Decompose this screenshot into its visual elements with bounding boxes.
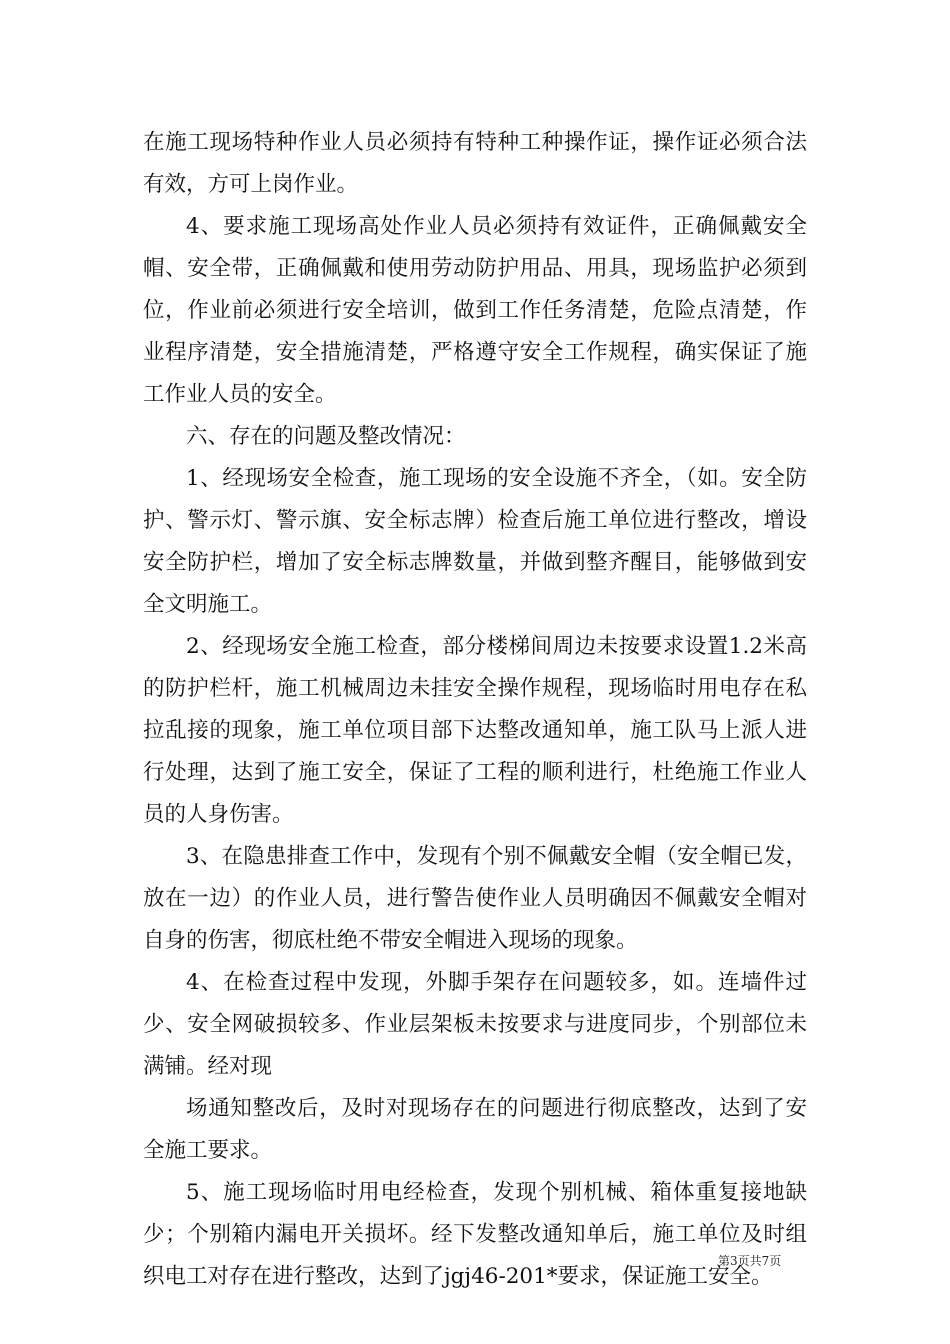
paragraph-8: 场通知整改后，及时对现场存在的问题进行彻底整改，达到了安全施工要求。 (143, 1096, 807, 1163)
paragraph-6: 3、在隐患排查工作中，发现有个别不佩戴安全帽（安全帽已发，放在一边）的作业人员，进行警告使作业人员明确因不佩戴安全帽对自身的伤害，彻底杜绝不带安全帽进入现场的现象。 (143, 844, 807, 953)
paragraph-5: 2、经现场安全施工检查，部分楼梯间周边未按要求设置1.2米高的防护栏杆，施工机械周边未挂安全操作规程，现场临时用电存在私拉乱接的现象，施工单位项目部下达整改通知单，施工队马上派人进行处理，达到了施工安全，保证了工程的顺利进行，杜绝施工作业人员的人身伤害。 (143, 634, 807, 827)
document-body (143, 122, 807, 1298)
paragraph-3: 六、存在的问题及整改情况： (186, 424, 466, 449)
paragraph-4: 1、经现场安全检查，施工现场的安全设施不齐全，（如。安全防护、警示灯、警示旗、安全标志牌）检查后施工单位进行整改，增设安全防护栏，增加了安全标志牌数量，并做到整齐醒目，能够做到安全文明施工。 (143, 466, 807, 617)
paragraph-9: 5、施工现场临时用电经检查，发现个别机械、箱体重复接地缺少；个别箱内漏电开关损坏。经下发整改通知单后，施工单位及时组织电工对存在进行整改，达到了jgj46-201*要求，保证施工安全。 (143, 1180, 807, 1289)
paragraph-2: 4、要求施工现场高处作业人员必须持有效证件，正确佩戴安全帽、安全带，正确佩戴和使用劳动防护用品、用具，现场监护必须到位，作业前必须进行安全培训，做到工作任务清楚，危险点清楚，作业程序清楚，安全措施清楚，严格遵守安全工作规程，确实保证了施工作业人员的安全。 (143, 214, 807, 407)
paragraph-1: 在施工现场特种作业人员必须持有特种工种操作证，操作证必须合法有效，方可上岗作业。 (143, 130, 807, 197)
paragraph-7: 4、在检查过程中发现，外脚手架存在问题较多，如。连墙件过少、安全网破损较多、作业层架板未按要求与进度同步，个别部位未满铺。经对现 (143, 970, 807, 1079)
page-number-footer: 第3页共7页 (718, 1254, 782, 1268)
